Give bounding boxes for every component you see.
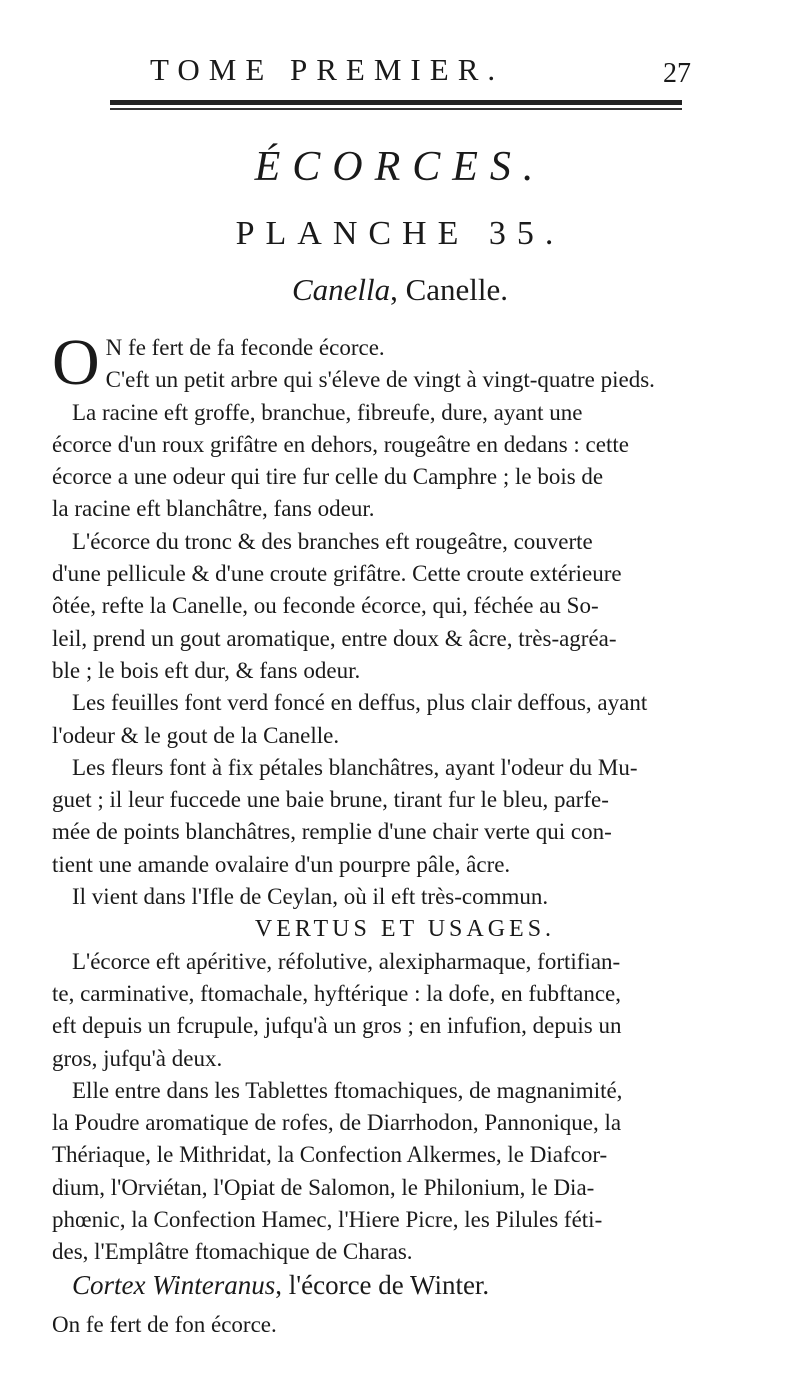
text-line: te, carminative, ftomachale, hyftérique : la dofe, en fubftance, — [52, 980, 621, 1006]
winter-bark-heading — [52, 1269, 758, 1309]
text-line: leil, prend un gout aromatique, entre doux & âcre, très-agréa- — [52, 625, 617, 651]
text-line: écorce d'un roux grifâtre en dehors, rougeâtre en dedans : cette — [52, 431, 629, 457]
text-line: L'écorce du tronc & des branches eft rougeâtre, couverte — [72, 528, 593, 554]
text-line: guet ; il leur fuccede une baie brune, tirant fur le bleu, parfe- — [52, 787, 609, 813]
page-number: 27 — [663, 58, 691, 89]
text-line: la Poudre aromatique de rofes, de Diarrhodon, Pannonique, la — [52, 1110, 622, 1136]
text-line: mée de points blanchâtres, remplie d'une chair verte qui con- — [52, 819, 612, 845]
plant-name — [0, 272, 800, 308]
text-line: phœnic, la Confection Hamec, l'Hiere Picre, les Pilules féti- — [52, 1207, 603, 1233]
text-line: Il vient dans l'Ifle de Ceylan, où il eft très-commun. — [72, 884, 549, 910]
text-line: L'écorce eft apéritive, réfolutive, alexipharmaque, fortifian- — [72, 948, 621, 974]
text-line: dium, l'Orviétan, l'Opiat de Salomon, le Philonium, le Dia- — [52, 1174, 595, 1200]
text-line: Thériaque, le Mithridat, la Confection Alkermes, le Diafcor- — [52, 1142, 608, 1168]
body-text — [52, 326, 758, 1341]
text-line: Les fleurs font à fix pétales blanchâtres, ayant l'odeur du Mu- — [72, 754, 638, 780]
running-head: TOME PREMIER. — [150, 52, 505, 87]
text-line: On fe fert de fon écorce. — [52, 1311, 277, 1337]
text-line: Elle entre dans les Tablettes ftomachiques, de magnanimité, — [72, 1077, 623, 1103]
text-line: des, l'Emplâtre ftomachique de Charas. — [52, 1239, 413, 1265]
text-line: N fe fert de fa feconde écorce. — [105, 335, 385, 360]
plant-name-separator: , — [390, 272, 406, 307]
text-line: ôtée, refte la Canelle, ou feconde écorce, qui, féchée au So- — [52, 593, 599, 619]
text-line: la racine eft blanchâtre, fans odeur. — [52, 496, 375, 522]
plant-french-name: Canelle. — [405, 272, 509, 307]
text-line: d'une pellicule & d'une croute grifâtre. Cette croute extérieure — [52, 561, 622, 587]
text-line: tient une amande ovalaire d'un pourpre pâle, âcre. — [52, 851, 511, 877]
text-line: Les feuilles font verd foncé en deffus, plus clair deffous, ayant — [72, 690, 648, 716]
section-title: ÉCORCES. — [254, 144, 546, 190]
winter-bark-latin: Cortex Winteranus — [72, 1269, 276, 1300]
text-line: eft depuis un fcrupule, jufqu'à un gros ; en infufion, depuis un — [52, 1013, 622, 1039]
text-line: C'eft un petit arbre qui s'éleve de vingt à vingt-quatre pieds. — [105, 367, 655, 393]
plate-title: PLANCHE 35. — [235, 215, 565, 252]
winter-bark-french: , l'écorce de Winter. — [275, 1269, 490, 1300]
text-line: La racine eft groffe, branchue, fibreufe, dure, ayant une — [72, 399, 583, 425]
plant-latin-name: Canella — [291, 272, 391, 307]
text-line: gros, jufqu'à deux. — [52, 1045, 223, 1071]
vertus-usages-heading: VERTUS ET USAGES. — [254, 916, 556, 943]
text-line: ble ; le bois eft dur, & fans odeur. — [52, 657, 361, 683]
text-line: écorce a une odeur qui tire fur celle du Camphre ; le bois de — [52, 464, 604, 490]
text-line: l'odeur & le gout de la Canelle. — [52, 722, 340, 748]
header-rule-thick — [110, 100, 682, 105]
header-rule-thin — [110, 108, 682, 110]
drop-cap: O — [52, 326, 100, 399]
